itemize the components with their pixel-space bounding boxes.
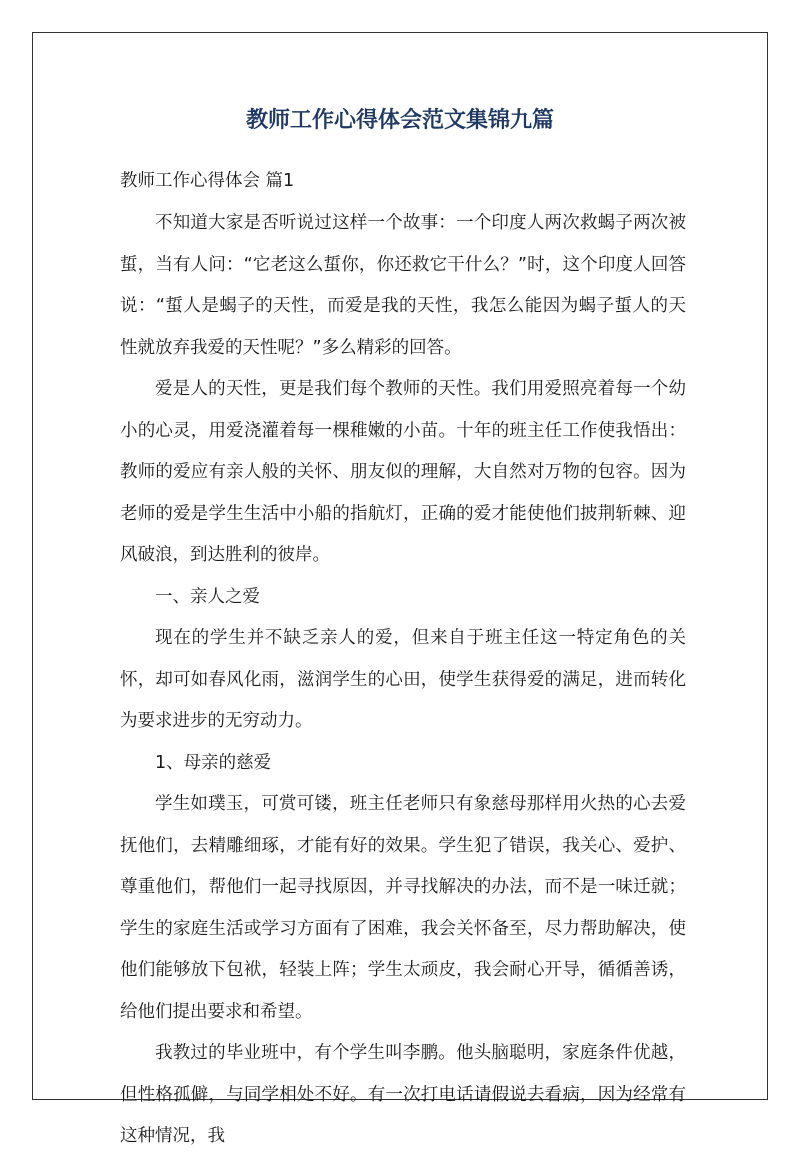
paragraph-5: 我教过的毕业班中，有个学生叫李鹏。他头脑聪明，家庭条件优越，但性格孤僻，与同学相处不好。有一次打电话请假说去看病，因为经常有这种情况，我 [120,1043,686,1146]
heading-family-love: 一、亲人之爱 [155,586,260,607]
paragraph-1: 不知道大家是否听说过这样一个故事：一个印度人两次救蝎子两次被蜇，当有人问：“它老这么蜇你，你还救它干什么？”时，这个印度人回答说：“蜇人是蝎子的天性，而爱是我的天性，我怎么能因为蝎子蜇人的天性就放弃我爱的天性呢？”多么精彩的回答。 [120,213,686,358]
paragraph-2: 爱是人的天性，更是我们每个教师的天性。我们用爱照亮着每一个幼小的心灵，用爱浇灌着每一棵稚嫩的小苗。十年的班主任工作使我悟出：教师的爱应有亲人般的关怀、朋友似的理解，大自然对万物的包容。因为老师的爱是学生生活中小船的指航灯，正确的爱才能使他们披荆斩棘、迎风破浪，到达胜利的彼岸。 [120,379,686,565]
paragraph-3: 现在的学生并不缺乏亲人的爱，但来自于班主任这一特定角色的关怀，却可如春风化雨，滋润学生的心田，使学生获得爱的满足，进而转化为要求进步的无穷动力。 [120,628,686,731]
heading-mother-love: 1、母亲的慈爱 [155,752,272,773]
text-flow [120,203,686,1158]
section-heading [120,161,686,203]
section-subtitle: 教师工作心得体会 篇1 [120,171,295,191]
document-title: 教师工作心得体会范文集锦九篇 [245,108,554,133]
paragraph-4: 学生如璞玉，可赏可镂，班主任老师只有象慈母那样用火热的心去爱抚他们，去精雕细琢，才能有好的效果。学生犯了错误，我关心、爱护、尊重他们，帮他们一起寻找原因，并寻找解决的办法，而不是一味迁就；学生的家庭生活或学习方面有了困难，我会关怀备至，尽力帮助解决，使他们能够放下包袱，轻装上阵；学生太顽皮，我会耐心开导，循循善诱，给他们提出要求和希望。 [120,794,686,1022]
